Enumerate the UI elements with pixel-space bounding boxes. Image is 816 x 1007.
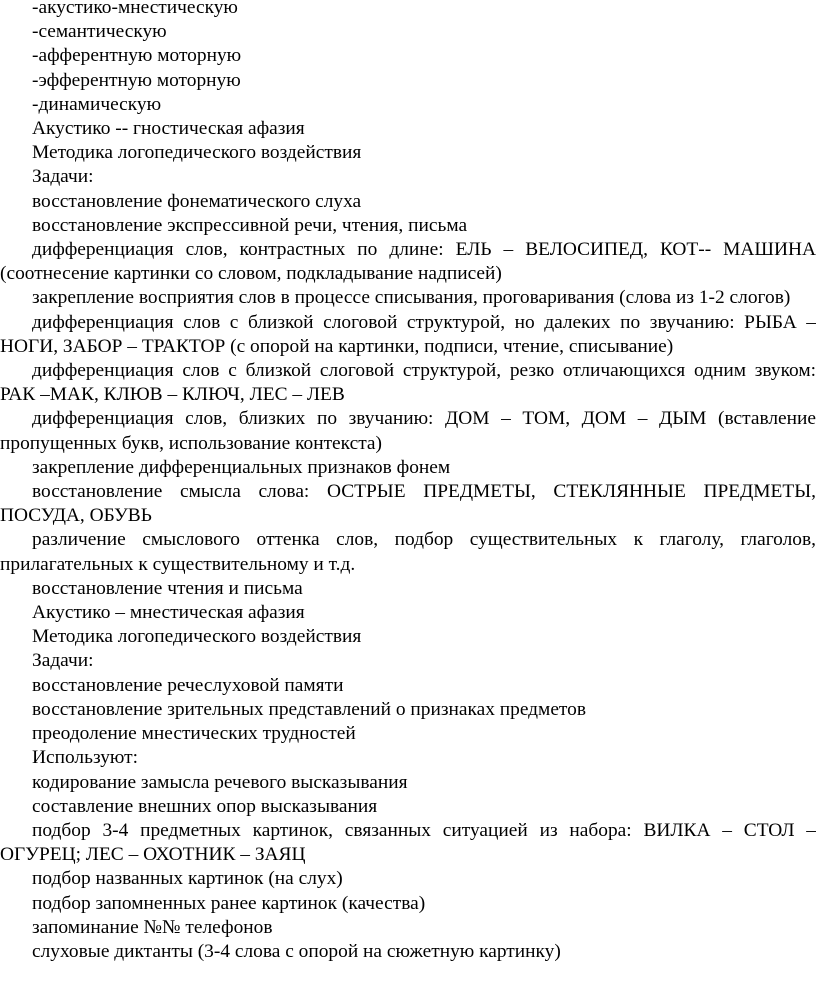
- paragraph: дифференциация слов с близкой слоговой структурой, но далеких по звучанию: РЫБА – НОГИ, ЗАБОР – ТРАКТОР (с опорой на картинки, подписи, чтение, списывание): [0, 311, 816, 357]
- paragraph: восстановление чтения и письма: [32, 577, 303, 599]
- paragraph-list-item-semantic: -семантическую: [32, 21, 167, 43]
- paragraph: дифференциация слов с близкой слоговой структурой, резко отличающихся одним звуком: РАК –МАК, КЛЮВ – КЛЮЧ, ЛЕС – ЛЕВ: [0, 360, 816, 406]
- paragraph: восстановление фонематического слуха: [32, 190, 362, 212]
- paragraph: преодоление мнестических трудностей: [32, 723, 356, 745]
- paragraph: закрепление дифференциальных признаков фонем: [32, 456, 451, 478]
- paragraph-list-item-efferent-motor: -эфферентную моторную: [32, 69, 241, 91]
- paragraph: запоминание №№ телефонов: [32, 916, 273, 938]
- subheading-used: Используют:: [32, 747, 138, 769]
- paragraph: различение смыслового оттенка слов, подбор существительных к глаголу, глаголов, прилагательных к существительному и т.д.: [0, 529, 816, 575]
- paragraph-list-item-dynamic: -динамическую: [32, 93, 162, 115]
- paragraph: восстановление смысла слова: ОСТРЫЕ ПРЕДМЕТЫ, СТЕКЛЯННЫЕ ПРЕДМЕТЫ, ПОСУДА, ОБУВЬ: [0, 481, 816, 527]
- paragraph-list-item-afferent-motor: -афферентную моторную: [32, 45, 242, 67]
- paragraph: подбор 3-4 предметных картинок, связанных ситуацией из набора: ВИЛКА – СТОЛ – ОГУРЕЦ; ЛЕС – ОХОТНИК – ЗАЯЦ: [0, 819, 816, 866]
- paragraph: восстановление зрительных представлений о признаках предметов: [32, 698, 586, 720]
- paragraph: дифференциация слов, контрастных по длине: ЕЛЬ – ВЕЛОСИПЕД, КОТ-- МАШИНА (соотнесение картинки со словом, подкладывание надписей): [0, 239, 816, 285]
- paragraph: подбор запомненных ранее картинок (качества): [32, 892, 426, 914]
- paragraph-list-item-acoustic-mnestic: -акустико-мнестическую: [32, 0, 238, 18]
- section-heading-acoustic-gnostic-aphasia: Акустико -- гностическая афазия: [32, 118, 305, 140]
- subheading-tasks: Задачи:: [32, 650, 94, 672]
- paragraph: восстановление экспрессивной речи, чтения, письма: [32, 214, 468, 236]
- subheading-tasks: Задачи:: [32, 166, 94, 188]
- paragraph: слуховые диктанты (3-4 слова с опорой на сюжетную картинку): [32, 940, 561, 962]
- subheading-method: Методика логопедического воздействия: [32, 626, 362, 648]
- section-heading-acoustic-mnestic-aphasia: Акустико – мнестическая афазия: [32, 602, 305, 624]
- paragraph: восстановление речеслуховой памяти: [32, 674, 344, 696]
- paragraph: составление внешних опор высказывания: [32, 795, 378, 817]
- paragraph: дифференциация слов, близких по звучанию: ДОМ – ТОМ, ДОМ – ДЫМ (вставление пропущенных букв, использование контекста): [0, 408, 816, 454]
- subheading-method: Методика логопедического воздействия: [32, 142, 362, 164]
- paragraph: закрепление восприятия слов в процессе списывания, проговаривания (слова из 1-2 слогов): [32, 287, 791, 309]
- paragraph: кодирование замысла речевого высказывания: [32, 771, 408, 793]
- paragraph: подбор названных картинок (на слух): [32, 868, 343, 890]
